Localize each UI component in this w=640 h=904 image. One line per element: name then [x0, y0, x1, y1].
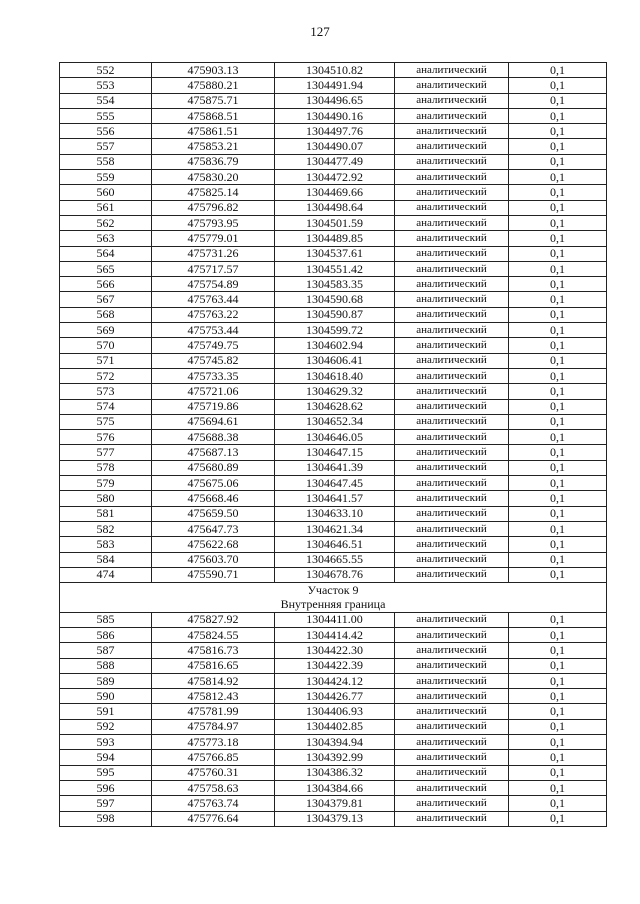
x-coordinate-cell: 475749.75: [152, 338, 275, 353]
point-number-cell: 592: [60, 719, 152, 734]
y-coordinate-cell: 1304641.39: [275, 460, 395, 475]
y-coordinate-cell: 1304490.16: [275, 108, 395, 123]
point-number-cell: 552: [60, 63, 152, 78]
y-coordinate-cell: 1304602.94: [275, 338, 395, 353]
y-coordinate-cell: 1304629.32: [275, 384, 395, 399]
table-row: [60, 399, 607, 414]
accuracy-cell: 0,1: [509, 338, 607, 353]
x-coordinate-cell: 475779.01: [152, 231, 275, 246]
y-coordinate-cell: 1304647.45: [275, 476, 395, 491]
table-row: [60, 261, 607, 276]
table-row: [60, 63, 607, 78]
accuracy-cell: 0,1: [509, 476, 607, 491]
method-cell: аналитический: [395, 231, 509, 246]
point-number-cell: 568: [60, 307, 152, 322]
table-row: [60, 231, 607, 246]
method-cell: аналитический: [395, 567, 509, 582]
table-row: [60, 491, 607, 506]
y-coordinate-cell: 1304496.65: [275, 93, 395, 108]
y-coordinate-cell: 1304490.07: [275, 139, 395, 154]
point-number-cell: 572: [60, 368, 152, 383]
method-cell: аналитический: [395, 215, 509, 230]
x-coordinate-cell: 475836.79: [152, 154, 275, 169]
table-row: [60, 170, 607, 185]
method-cell: аналитический: [395, 108, 509, 123]
table-row: [60, 323, 607, 338]
x-coordinate-cell: 475659.50: [152, 506, 275, 521]
y-coordinate-cell: 1304678.76: [275, 567, 395, 582]
x-coordinate-cell: 475903.13: [152, 63, 275, 78]
point-number-cell: 597: [60, 796, 152, 811]
x-coordinate-cell: 475793.95: [152, 215, 275, 230]
y-coordinate-cell: 1304379.81: [275, 796, 395, 811]
accuracy-cell: 0,1: [509, 139, 607, 154]
table-row: [60, 627, 607, 642]
accuracy-cell: 0,1: [509, 307, 607, 322]
x-coordinate-cell: 475784.97: [152, 719, 275, 734]
method-cell: аналитический: [395, 292, 509, 307]
y-coordinate-cell: 1304489.85: [275, 231, 395, 246]
x-coordinate-cell: 475796.82: [152, 200, 275, 215]
y-coordinate-cell: 1304402.85: [275, 719, 395, 734]
method-cell: аналитический: [395, 643, 509, 658]
accuracy-cell: 0,1: [509, 368, 607, 383]
x-coordinate-cell: 475875.71: [152, 93, 275, 108]
method-cell: аналитический: [395, 552, 509, 567]
point-number-cell: 566: [60, 277, 152, 292]
accuracy-cell: 0,1: [509, 185, 607, 200]
method-cell: аналитический: [395, 414, 509, 429]
x-coordinate-cell: 475830.20: [152, 170, 275, 185]
x-coordinate-cell: 475622.68: [152, 537, 275, 552]
accuracy-cell: 0,1: [509, 491, 607, 506]
y-coordinate-cell: 1304406.93: [275, 704, 395, 719]
accuracy-cell: 0,1: [509, 215, 607, 230]
table-row: [60, 521, 607, 536]
table-row: [60, 307, 607, 322]
accuracy-cell: 0,1: [509, 231, 607, 246]
accuracy-cell: 0,1: [509, 627, 607, 642]
point-number-cell: 560: [60, 185, 152, 200]
x-coordinate-cell: 475753.44: [152, 323, 275, 338]
point-number-cell: 593: [60, 735, 152, 750]
method-cell: аналитический: [395, 612, 509, 627]
x-coordinate-cell: 475754.89: [152, 277, 275, 292]
y-coordinate-cell: 1304618.40: [275, 368, 395, 383]
point-number-cell: 591: [60, 704, 152, 719]
accuracy-cell: 0,1: [509, 552, 607, 567]
point-number-cell: 561: [60, 200, 152, 215]
point-number-cell: 578: [60, 460, 152, 475]
y-coordinate-cell: 1304633.10: [275, 506, 395, 521]
method-cell: аналитический: [395, 780, 509, 795]
accuracy-cell: 0,1: [509, 108, 607, 123]
method-cell: аналитический: [395, 185, 509, 200]
accuracy-cell: 0,1: [509, 261, 607, 276]
point-number-cell: 585: [60, 612, 152, 627]
accuracy-cell: 0,1: [509, 277, 607, 292]
accuracy-cell: 0,1: [509, 93, 607, 108]
table-row: [60, 658, 607, 673]
y-coordinate-cell: 1304590.87: [275, 307, 395, 322]
method-cell: аналитический: [395, 78, 509, 93]
x-coordinate-cell: 475687.13: [152, 445, 275, 460]
accuracy-cell: 0,1: [509, 658, 607, 673]
method-cell: аналитический: [395, 627, 509, 642]
table-row: [60, 246, 607, 261]
accuracy-cell: 0,1: [509, 154, 607, 169]
x-coordinate-cell: 475603.70: [152, 552, 275, 567]
method-cell: аналитический: [395, 506, 509, 521]
accuracy-cell: 0,1: [509, 200, 607, 215]
accuracy-cell: 0,1: [509, 78, 607, 93]
table-row: [60, 719, 607, 734]
y-coordinate-cell: 1304551.42: [275, 261, 395, 276]
point-number-cell: 584: [60, 552, 152, 567]
accuracy-cell: 0,1: [509, 323, 607, 338]
method-cell: аналитический: [395, 750, 509, 765]
x-coordinate-cell: 475590.71: [152, 567, 275, 582]
method-cell: аналитический: [395, 719, 509, 734]
x-coordinate-cell: 475766.85: [152, 750, 275, 765]
table-row: [60, 643, 607, 658]
y-coordinate-cell: 1304422.30: [275, 643, 395, 658]
table-row: [60, 552, 607, 567]
accuracy-cell: 0,1: [509, 765, 607, 780]
table-row: [60, 704, 607, 719]
accuracy-cell: 0,1: [509, 399, 607, 414]
table-row: [60, 93, 607, 108]
table-row: [60, 689, 607, 704]
y-coordinate-cell: 1304510.82: [275, 63, 395, 78]
method-cell: аналитический: [395, 658, 509, 673]
table-row: [60, 567, 607, 582]
table-row: [60, 445, 607, 460]
method-cell: аналитический: [395, 445, 509, 460]
method-cell: аналитический: [395, 673, 509, 688]
y-coordinate-cell: 1304379.13: [275, 811, 395, 826]
x-coordinate-cell: 475776.64: [152, 811, 275, 826]
accuracy-cell: 0,1: [509, 292, 607, 307]
point-number-cell: 575: [60, 414, 152, 429]
y-coordinate-cell: 1304641.57: [275, 491, 395, 506]
point-number-cell: 589: [60, 673, 152, 688]
x-coordinate-cell: 475675.06: [152, 476, 275, 491]
table-row: [60, 414, 607, 429]
point-number-cell: 554: [60, 93, 152, 108]
x-coordinate-cell: 475763.44: [152, 292, 275, 307]
accuracy-cell: 0,1: [509, 170, 607, 185]
table-row: [60, 506, 607, 521]
table-body-part1: [60, 63, 607, 583]
accuracy-cell: 0,1: [509, 719, 607, 734]
method-cell: аналитический: [395, 124, 509, 139]
point-number-cell: 587: [60, 643, 152, 658]
method-cell: аналитический: [395, 353, 509, 368]
point-number-cell: 562: [60, 215, 152, 230]
method-cell: аналитический: [395, 200, 509, 215]
x-coordinate-cell: 475816.73: [152, 643, 275, 658]
y-coordinate-cell: 1304646.51: [275, 537, 395, 552]
method-cell: аналитический: [395, 277, 509, 292]
x-coordinate-cell: 475773.18: [152, 735, 275, 750]
method-cell: аналитический: [395, 93, 509, 108]
method-cell: аналитический: [395, 689, 509, 704]
x-coordinate-cell: 475880.21: [152, 78, 275, 93]
y-coordinate-cell: 1304491.94: [275, 78, 395, 93]
accuracy-cell: 0,1: [509, 811, 607, 826]
point-number-cell: 570: [60, 338, 152, 353]
y-coordinate-cell: 1304621.34: [275, 521, 395, 536]
y-coordinate-cell: 1304394.94: [275, 735, 395, 750]
y-coordinate-cell: 1304652.34: [275, 414, 395, 429]
table-row: [60, 185, 607, 200]
x-coordinate-cell: 475868.51: [152, 108, 275, 123]
accuracy-cell: 0,1: [509, 353, 607, 368]
y-coordinate-cell: 1304477.49: [275, 154, 395, 169]
accuracy-cell: 0,1: [509, 567, 607, 582]
x-coordinate-cell: 475719.86: [152, 399, 275, 414]
point-number-cell: 569: [60, 323, 152, 338]
table-row: [60, 277, 607, 292]
accuracy-cell: 0,1: [509, 673, 607, 688]
table-row: [60, 353, 607, 368]
method-cell: аналитический: [395, 246, 509, 261]
accuracy-cell: 0,1: [509, 780, 607, 795]
accuracy-cell: 0,1: [509, 537, 607, 552]
table-row: [60, 200, 607, 215]
method-cell: аналитический: [395, 537, 509, 552]
point-number-cell: 580: [60, 491, 152, 506]
y-coordinate-cell: 1304628.62: [275, 399, 395, 414]
x-coordinate-cell: 475814.92: [152, 673, 275, 688]
point-number-cell: 567: [60, 292, 152, 307]
table-row: [60, 108, 607, 123]
x-coordinate-cell: 475733.35: [152, 368, 275, 383]
x-coordinate-cell: 475721.06: [152, 384, 275, 399]
y-coordinate-cell: 1304537.61: [275, 246, 395, 261]
table-row: [60, 796, 607, 811]
table-body-part2: [60, 612, 607, 826]
point-number-cell: 583: [60, 537, 152, 552]
table-row: [60, 537, 607, 552]
point-number-cell: 581: [60, 506, 152, 521]
method-cell: аналитический: [395, 139, 509, 154]
x-coordinate-cell: 475688.38: [152, 430, 275, 445]
point-number-cell: 579: [60, 476, 152, 491]
point-number-cell: 571: [60, 353, 152, 368]
method-cell: аналитический: [395, 521, 509, 536]
method-cell: аналитический: [395, 765, 509, 780]
method-cell: аналитический: [395, 796, 509, 811]
table-row: [60, 368, 607, 383]
y-coordinate-cell: 1304386.32: [275, 765, 395, 780]
x-coordinate-cell: 475861.51: [152, 124, 275, 139]
method-cell: аналитический: [395, 338, 509, 353]
point-number-cell: 577: [60, 445, 152, 460]
table-row: [60, 780, 607, 795]
section-header: [60, 583, 607, 613]
y-coordinate-cell: 1304498.64: [275, 200, 395, 215]
method-cell: аналитический: [395, 399, 509, 414]
y-coordinate-cell: 1304422.39: [275, 658, 395, 673]
point-number-cell: 596: [60, 780, 152, 795]
x-coordinate-cell: 475853.21: [152, 139, 275, 154]
y-coordinate-cell: 1304392.99: [275, 750, 395, 765]
table-row: [60, 811, 607, 826]
accuracy-cell: 0,1: [509, 735, 607, 750]
method-cell: аналитический: [395, 430, 509, 445]
table-row: [60, 612, 607, 627]
method-cell: аналитический: [395, 154, 509, 169]
point-number-cell: 553: [60, 78, 152, 93]
table-row: [60, 124, 607, 139]
accuracy-cell: 0,1: [509, 704, 607, 719]
accuracy-cell: 0,1: [509, 750, 607, 765]
point-number-cell: 558: [60, 154, 152, 169]
accuracy-cell: 0,1: [509, 124, 607, 139]
table-row: [60, 430, 607, 445]
x-coordinate-cell: 475668.46: [152, 491, 275, 506]
table-row: [60, 338, 607, 353]
accuracy-cell: 0,1: [509, 796, 607, 811]
y-coordinate-cell: 1304472.92: [275, 170, 395, 185]
method-cell: аналитический: [395, 735, 509, 750]
method-cell: аналитический: [395, 170, 509, 185]
coordinates-table: [59, 62, 607, 827]
x-coordinate-cell: 475647.73: [152, 521, 275, 536]
y-coordinate-cell: 1304414.42: [275, 627, 395, 642]
point-number-cell: 594: [60, 750, 152, 765]
method-cell: аналитический: [395, 704, 509, 719]
x-coordinate-cell: 475760.31: [152, 765, 275, 780]
table-row: [60, 384, 607, 399]
y-coordinate-cell: 1304665.55: [275, 552, 395, 567]
table-row: [60, 735, 607, 750]
y-coordinate-cell: 1304606.41: [275, 353, 395, 368]
table-row: [60, 215, 607, 230]
y-coordinate-cell: 1304424.12: [275, 673, 395, 688]
method-cell: аналитический: [395, 476, 509, 491]
y-coordinate-cell: 1304384.66: [275, 780, 395, 795]
x-coordinate-cell: 475816.65: [152, 658, 275, 673]
point-number-cell: 557: [60, 139, 152, 154]
accuracy-cell: 0,1: [509, 63, 607, 78]
point-number-cell: 576: [60, 430, 152, 445]
method-cell: аналитический: [395, 491, 509, 506]
accuracy-cell: 0,1: [509, 521, 607, 536]
x-coordinate-cell: 475781.99: [152, 704, 275, 719]
section-title: Участок 9: [60, 583, 607, 598]
method-cell: аналитический: [395, 261, 509, 276]
x-coordinate-cell: 475758.63: [152, 780, 275, 795]
y-coordinate-cell: 1304501.59: [275, 215, 395, 230]
table-row: [60, 476, 607, 491]
page-number: 127: [310, 24, 330, 39]
table-row: [60, 292, 607, 307]
accuracy-cell: 0,1: [509, 445, 607, 460]
point-number-cell: 586: [60, 627, 152, 642]
table-row: [60, 78, 607, 93]
x-coordinate-cell: 475731.26: [152, 246, 275, 261]
table-row: [60, 154, 607, 169]
point-number-cell: 565: [60, 261, 152, 276]
method-cell: аналитический: [395, 368, 509, 383]
point-number-cell: 564: [60, 246, 152, 261]
point-number-cell: 555: [60, 108, 152, 123]
point-number-cell: 590: [60, 689, 152, 704]
y-coordinate-cell: 1304583.35: [275, 277, 395, 292]
x-coordinate-cell: 475824.55: [152, 627, 275, 642]
y-coordinate-cell: 1304411.00: [275, 612, 395, 627]
point-number-cell: 574: [60, 399, 152, 414]
x-coordinate-cell: 475825.14: [152, 185, 275, 200]
point-number-cell: 598: [60, 811, 152, 826]
accuracy-cell: 0,1: [509, 612, 607, 627]
table-row: [60, 460, 607, 475]
y-coordinate-cell: 1304497.76: [275, 124, 395, 139]
point-number-cell: 595: [60, 765, 152, 780]
method-cell: аналитический: [395, 307, 509, 322]
x-coordinate-cell: 475827.92: [152, 612, 275, 627]
accuracy-cell: 0,1: [509, 460, 607, 475]
section-subtitle: Внутренняя граница: [60, 597, 607, 612]
x-coordinate-cell: 475694.61: [152, 414, 275, 429]
x-coordinate-cell: 475680.89: [152, 460, 275, 475]
accuracy-cell: 0,1: [509, 384, 607, 399]
y-coordinate-cell: 1304590.68: [275, 292, 395, 307]
method-cell: аналитический: [395, 323, 509, 338]
table-row: [60, 139, 607, 154]
accuracy-cell: 0,1: [509, 689, 607, 704]
x-coordinate-cell: 475763.22: [152, 307, 275, 322]
y-coordinate-cell: 1304426.77: [275, 689, 395, 704]
method-cell: аналитический: [395, 63, 509, 78]
method-cell: аналитический: [395, 811, 509, 826]
method-cell: аналитический: [395, 384, 509, 399]
accuracy-cell: 0,1: [509, 643, 607, 658]
accuracy-cell: 0,1: [509, 246, 607, 261]
point-number-cell: 588: [60, 658, 152, 673]
point-number-cell: 559: [60, 170, 152, 185]
table-row: [60, 765, 607, 780]
point-number-cell: 474: [60, 567, 152, 582]
x-coordinate-cell: 475717.57: [152, 261, 275, 276]
table-row: [60, 673, 607, 688]
x-coordinate-cell: 475745.82: [152, 353, 275, 368]
accuracy-cell: 0,1: [509, 430, 607, 445]
point-number-cell: 573: [60, 384, 152, 399]
accuracy-cell: 0,1: [509, 506, 607, 521]
method-cell: аналитический: [395, 460, 509, 475]
point-number-cell: 563: [60, 231, 152, 246]
y-coordinate-cell: 1304599.72: [275, 323, 395, 338]
x-coordinate-cell: 475812.43: [152, 689, 275, 704]
y-coordinate-cell: 1304646.05: [275, 430, 395, 445]
x-coordinate-cell: 475763.74: [152, 796, 275, 811]
point-number-cell: 582: [60, 521, 152, 536]
table-row: [60, 750, 607, 765]
y-coordinate-cell: 1304647.15: [275, 445, 395, 460]
y-coordinate-cell: 1304469.66: [275, 185, 395, 200]
point-number-cell: 556: [60, 124, 152, 139]
accuracy-cell: 0,1: [509, 414, 607, 429]
